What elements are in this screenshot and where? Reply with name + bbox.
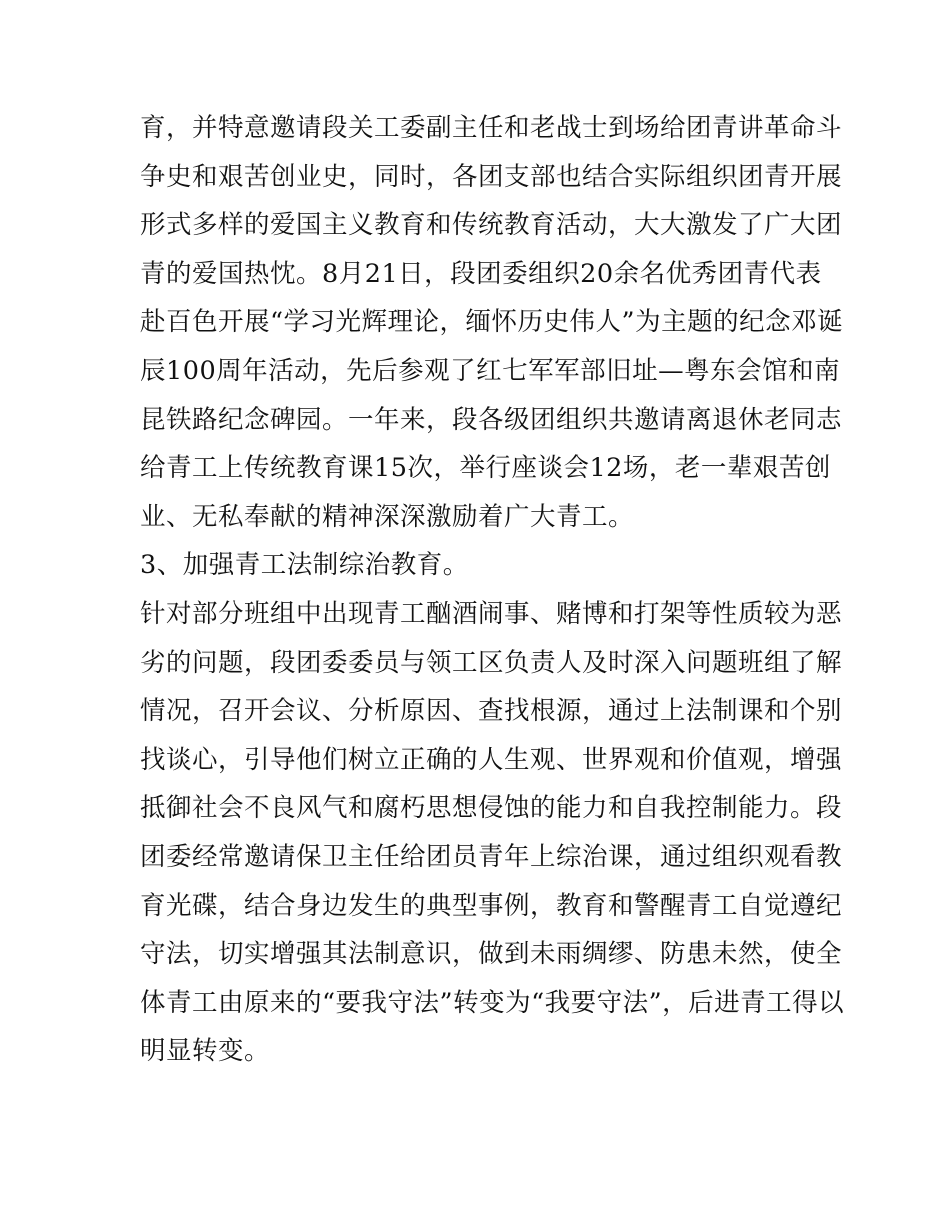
- text-line: 情况，召开会议、分析原因、查找根源，通过上法制课和个别: [140, 696, 843, 727]
- text-line: 抵御社会不良风气和腐朽思想侵蚀的能力和自我控制能力。段: [140, 793, 843, 824]
- text-line: 昆铁路纪念碑园。一年来，段各级团组织共邀请离退休老同志: [140, 404, 843, 435]
- text-line: 针对部分班组中出现青工酗酒闹事、赌博和打架等性质较为恶: [140, 598, 843, 629]
- text-line: 体青工由原来的“要我守法”转变为“我要守法”，后进青工得以: [140, 987, 845, 1018]
- text-line: 劣的问题，段团委委员与领工区负责人及时深入问题班组了解: [140, 647, 843, 678]
- text-line: 明显转变。: [140, 1036, 271, 1067]
- text-line: 青的爱国热忱。8月21日，段团委组织20余名优秀团青代表: [140, 258, 822, 289]
- text-line: 辰100周年活动，先后参观了红七军军部旧址—粤东会馆和南: [140, 355, 841, 386]
- text-line: 业、无私奉献的精神深深激励着广大青工。: [140, 501, 635, 532]
- document-body: [140, 104, 845, 1076]
- text-line: 团委经常邀请保卫主任给团员青年上综治课，通过组织观看教: [140, 841, 843, 872]
- section-heading: 3、加强青工法制综治教育。: [140, 550, 469, 581]
- text-line: 育，并特意邀请段关工委副主任和老战士到场给团青讲革命斗: [140, 113, 843, 143]
- text-line: 争史和艰苦创业史，同时，各团支部也结合实际组织团青开展: [140, 161, 843, 192]
- text-line: 给青工上传统教育课15次，举行座谈会12场，老一辈艰苦创: [140, 453, 831, 484]
- text-line: 赴百色开展“学习光辉理论，缅怀历史伟人”为主题的纪念邓诞: [140, 307, 844, 338]
- text-line: 找谈心，引导他们树立正确的人生观、世界观和价值观，增强: [140, 744, 843, 775]
- text-line: 守法，切实增强其法制意识，做到未雨绸缪、防患未然，使全: [140, 939, 843, 970]
- text-line: 育光碟，结合身边发生的典型事例，教育和警醒青工自觉遵纪: [140, 890, 843, 921]
- text-line: 形式多样的爱国主义教育和传统教育活动，大大激发了广大团: [140, 210, 843, 241]
